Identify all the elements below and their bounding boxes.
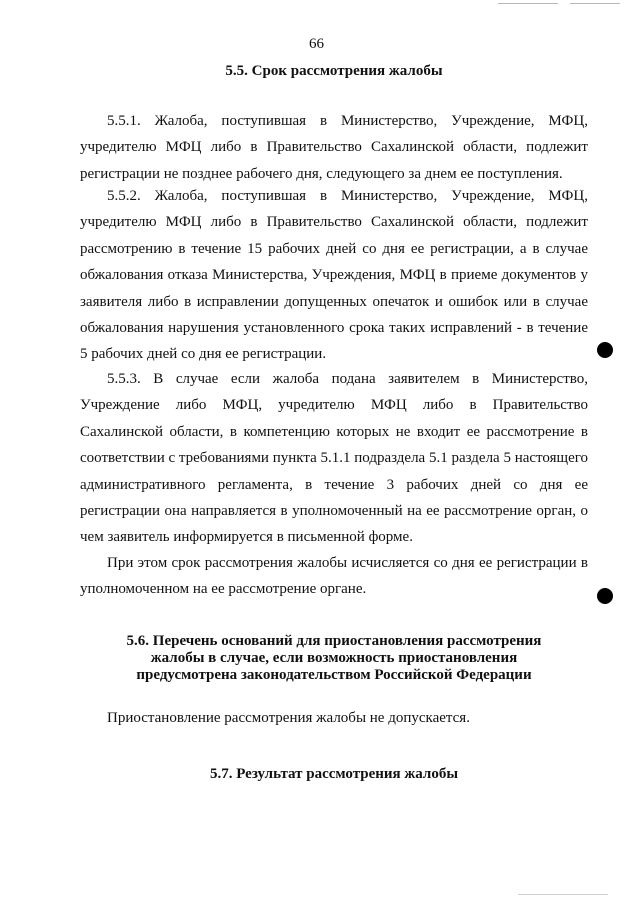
scan-edge-mark-bottom (518, 894, 608, 895)
paragraph-5-5-1: 5.5.1. Жалоба, поступившая в Министерство, Учреждение, МФЦ, учредителю МФЦ либо в Правительство Сахалинской области, подлежит регистрации не позднее рабочего дня, следующего за днем ее поступления. (80, 113, 588, 182)
scan-edge-mark-top (498, 3, 558, 4)
section-5-7-heading: 5.7. Результат рассмотрения жалобы (209, 766, 459, 782)
section-5-6-heading-line-2: жалобы в случае, если возможность приостановления (150, 650, 518, 666)
margin-dot-mark-2 (597, 588, 613, 604)
section-5-6-heading-line-1: 5.6. Перечень оснований для приостановления рассмотрения (126, 633, 542, 649)
paragraph-5-5-3: 5.5.3. В случае если жалоба подана заявителем в Министерство, Учреждение либо МФЦ, учредителю МФЦ либо в Правительство Сахалинской области, в компетенцию которых не входит ее рассмотрение в соответствии с требованиями пункта 5.1.1 подраздела 5.1 раздела 5 настоящего административного регламента, в течение 3 рабочих дней со дня ее регистрации она направляется в уполномоченный на ее рассмотрение орган, о чем заявитель информируется в письменной форме. (80, 371, 589, 546)
paragraph-review-period: При этом срок рассмотрения жалобы исчисляется со дня ее регистрации в уполномоченном на ее рассмотрение органе. (80, 555, 588, 598)
section-5-5-heading: 5.5. Срок рассмотрения жалобы (225, 63, 443, 79)
section-5-6-heading-line-3: предусмотрена законодательством Российской Федерации (136, 667, 532, 683)
margin-dot-mark (597, 342, 613, 358)
page-number: 66 (309, 36, 324, 52)
section-5-6-heading (80, 633, 588, 684)
paragraph-5-5-2: 5.5.2. Жалоба, поступившая в Министерство, Учреждение, МФЦ, учредителю МФЦ либо в Правительство Сахалинской области, подлежит рассмотрению в течение 15 рабочих дней со дня ее регистрации, а в случае обжалования отказа Министерства, Учреждения, МФЦ в приеме документов у заявителя либо в исправлении допущенных опечаток и ошибок или в случае обжалования нарушения установленного срока таких исправлений - в течение 5 рабочих дней со дня ее регистрации. (80, 188, 588, 363)
paragraph-suspension: Приостановление рассмотрения жалобы не допускается. (107, 710, 470, 726)
scan-edge-mark-top-2 (570, 3, 620, 4)
